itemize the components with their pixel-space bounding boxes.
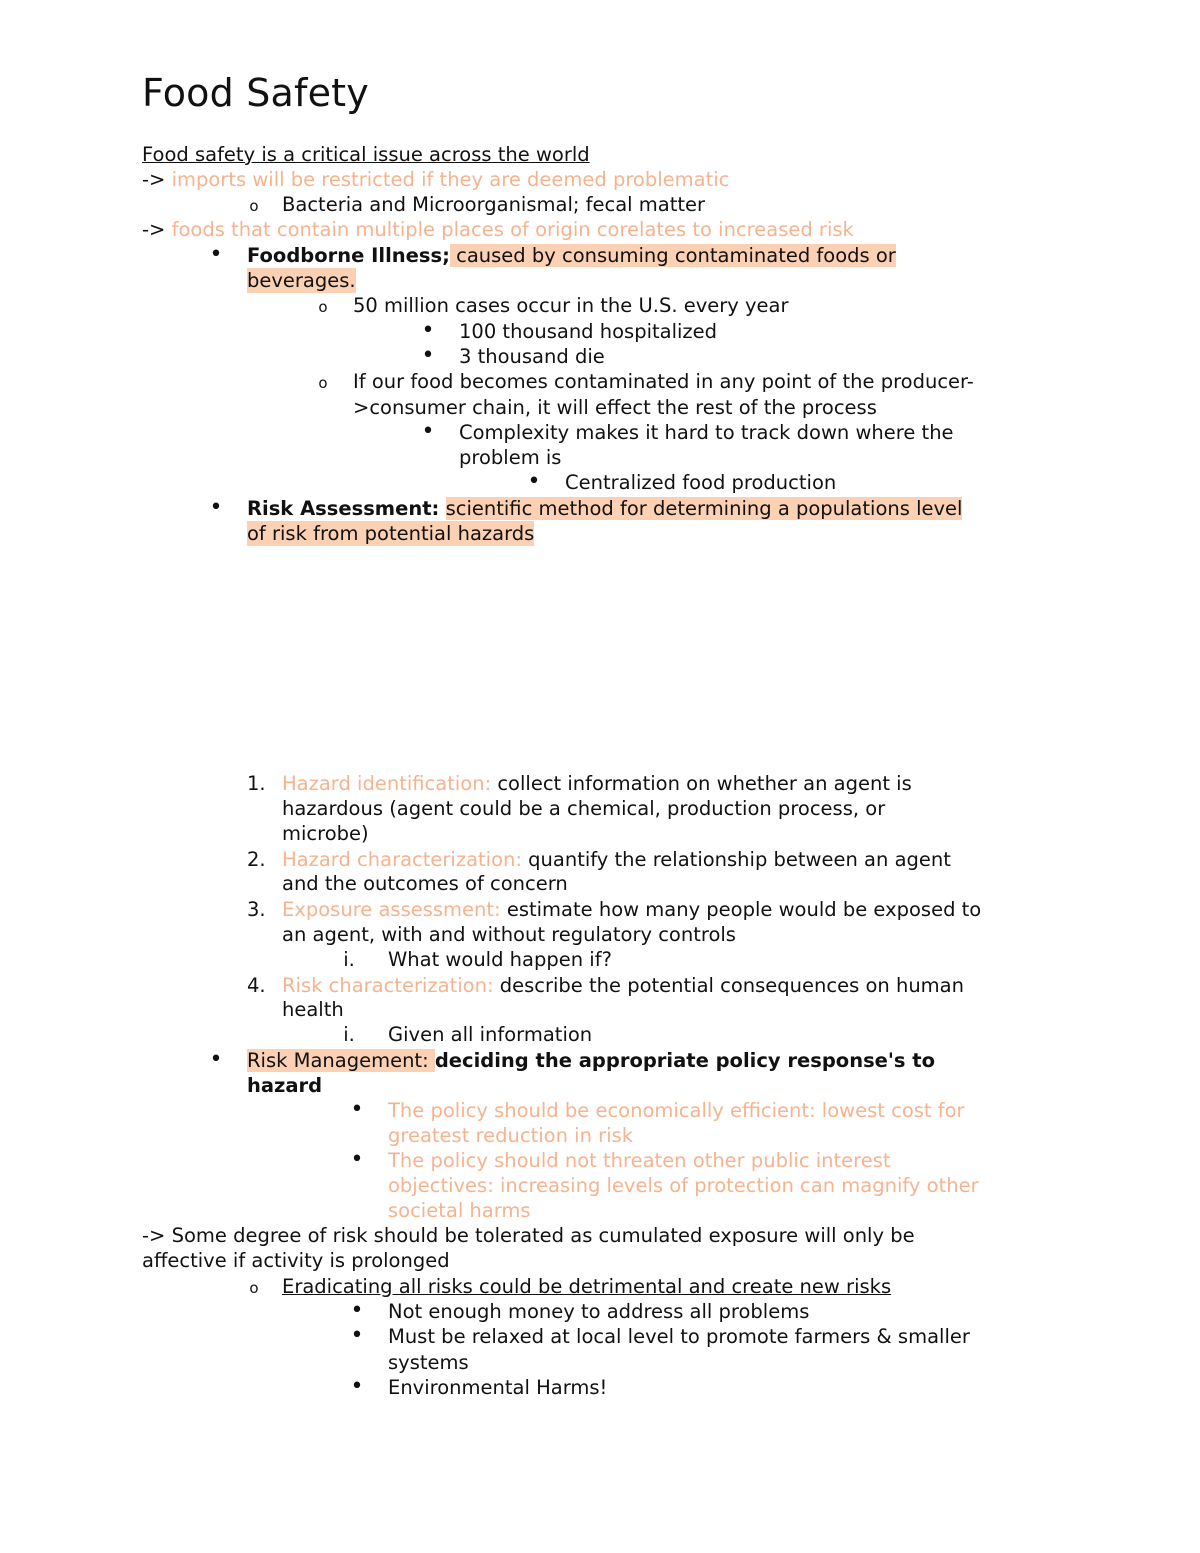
step-text-line2: and the outcomes of concern: [282, 872, 568, 895]
tolerance-text: -> Some degree of risk should be tolerated as cumulated exposure will only be: [142, 1224, 915, 1247]
complexity-text: Complexity makes it hard to track down where the: [459, 421, 954, 444]
step-label: Hazard characterization:: [282, 848, 522, 871]
arrow-prefix: ->: [142, 218, 166, 241]
step-number: 3.: [247, 898, 266, 921]
step-number: 1.: [247, 772, 266, 795]
foodborne-definition-line2: beverages.: [247, 269, 356, 292]
bullet-icon: •: [209, 242, 223, 267]
foodborne-term: Foodborne Illness;: [247, 244, 450, 267]
chain-text: If our food becomes contaminated in any point of the producer-: [353, 370, 974, 393]
tolerance-text-line2: affective if activity is prolonged: [142, 1249, 450, 1272]
eradicating-text: Eradicating all risks could be detrimental and create new risks: [282, 1275, 892, 1298]
bullet-icon: •: [421, 343, 435, 368]
centralized-text: Centralized food production: [565, 471, 837, 494]
bullet-icon: •: [421, 419, 435, 444]
sub-step-number: i.: [343, 1023, 355, 1046]
policy2-text-line3: societal harms: [388, 1199, 531, 1222]
step-text: describe the potential consequences on human: [493, 974, 964, 997]
bullet-icon: •: [209, 495, 223, 520]
bullet-icon: •: [350, 1097, 364, 1122]
bullet-icon: •: [209, 1047, 223, 1072]
policy2-text: The policy should not threaten other public interest: [388, 1149, 891, 1172]
bullet-icon: •: [350, 1323, 364, 1348]
policy1-text-line2: greatest reduction in risk: [388, 1124, 634, 1147]
stat-main-text: 50 million cases occur in the U.S. every year: [353, 294, 789, 317]
bullet-icon: •: [421, 318, 435, 343]
step-text-line2: an agent, with and without regulatory controls: [282, 923, 736, 946]
circle-bullet-icon: o: [318, 298, 328, 316]
chain-text-line2: >consumer chain, it will effect the rest of the process: [353, 396, 877, 419]
step-number: 2.: [247, 848, 266, 871]
bullet-icon: •: [350, 1147, 364, 1172]
reason-text: Environmental Harms!: [388, 1376, 608, 1399]
circle-bullet-icon: o: [318, 374, 328, 392]
circle-bullet-icon: o: [249, 197, 259, 215]
risk-management-term: Risk Management:: [247, 1049, 435, 1072]
foodborne-definition: caused by consuming contaminated foods or: [449, 244, 896, 267]
reason-text: Must be relaxed at local level to promote farmers & smaller: [388, 1325, 970, 1348]
risk-assessment-definition-line2: of risk from potential hazards: [247, 522, 535, 545]
page-title: Food Safety: [142, 71, 369, 115]
step-text: quantify the relationship between an agent: [521, 848, 951, 871]
sub-step-text: Given all information: [388, 1023, 593, 1046]
risk-management-definition-line2: hazard: [247, 1074, 323, 1097]
policy2-text-line2: objectives: increasing levels of protection can magnify other: [388, 1174, 979, 1197]
complexity-text-line2: problem is: [459, 446, 562, 469]
stat-hosp-text: 100 thousand hospitalized: [459, 320, 718, 343]
risk-assessment-definition: scientific method for determining a populations level: [445, 497, 963, 520]
sub-step-text: What would happen if?: [388, 948, 612, 971]
bullet-icon: •: [527, 469, 541, 494]
origin-note: foods that contain multiple places of origin corelates to increased risk: [165, 218, 854, 241]
policy1-text: The policy should be economically efficient: lowest cost for: [388, 1099, 965, 1122]
imports-note: imports will be restricted if they are deemed problematic: [165, 168, 730, 191]
reason-text-line2: systems: [388, 1351, 469, 1374]
step-label: Risk characterization:: [282, 974, 494, 997]
stat-die-text: 3 thousand die: [459, 345, 605, 368]
step-number: 4.: [247, 974, 266, 997]
arrow-prefix: ->: [142, 168, 166, 191]
risk-assessment-term: Risk Assessment:: [247, 497, 440, 520]
bacteria-text: Bacteria and Microorganismal; fecal matter: [282, 193, 706, 216]
step-text-line2: hazardous (agent could be a chemical, production process, or: [282, 797, 886, 820]
step-text: estimate how many people would be exposed to: [500, 898, 982, 921]
step-label: Exposure assessment:: [282, 898, 501, 921]
intro-heading-text: Food safety is a critical issue across the world: [142, 143, 590, 166]
bullet-icon: •: [350, 1298, 364, 1323]
step-label: Hazard identification:: [282, 772, 492, 795]
risk-management-definition: deciding the appropriate policy response's to: [434, 1049, 935, 1072]
reason-text: Not enough money to address all problems: [388, 1300, 810, 1323]
bullet-icon: •: [350, 1374, 364, 1399]
step-text: collect information on whether an agent is: [491, 772, 912, 795]
circle-bullet-icon: o: [249, 1279, 259, 1297]
sub-step-number: i.: [343, 948, 355, 971]
step-text-line2: health: [282, 998, 344, 1021]
step-text-line3: microbe): [282, 822, 369, 845]
